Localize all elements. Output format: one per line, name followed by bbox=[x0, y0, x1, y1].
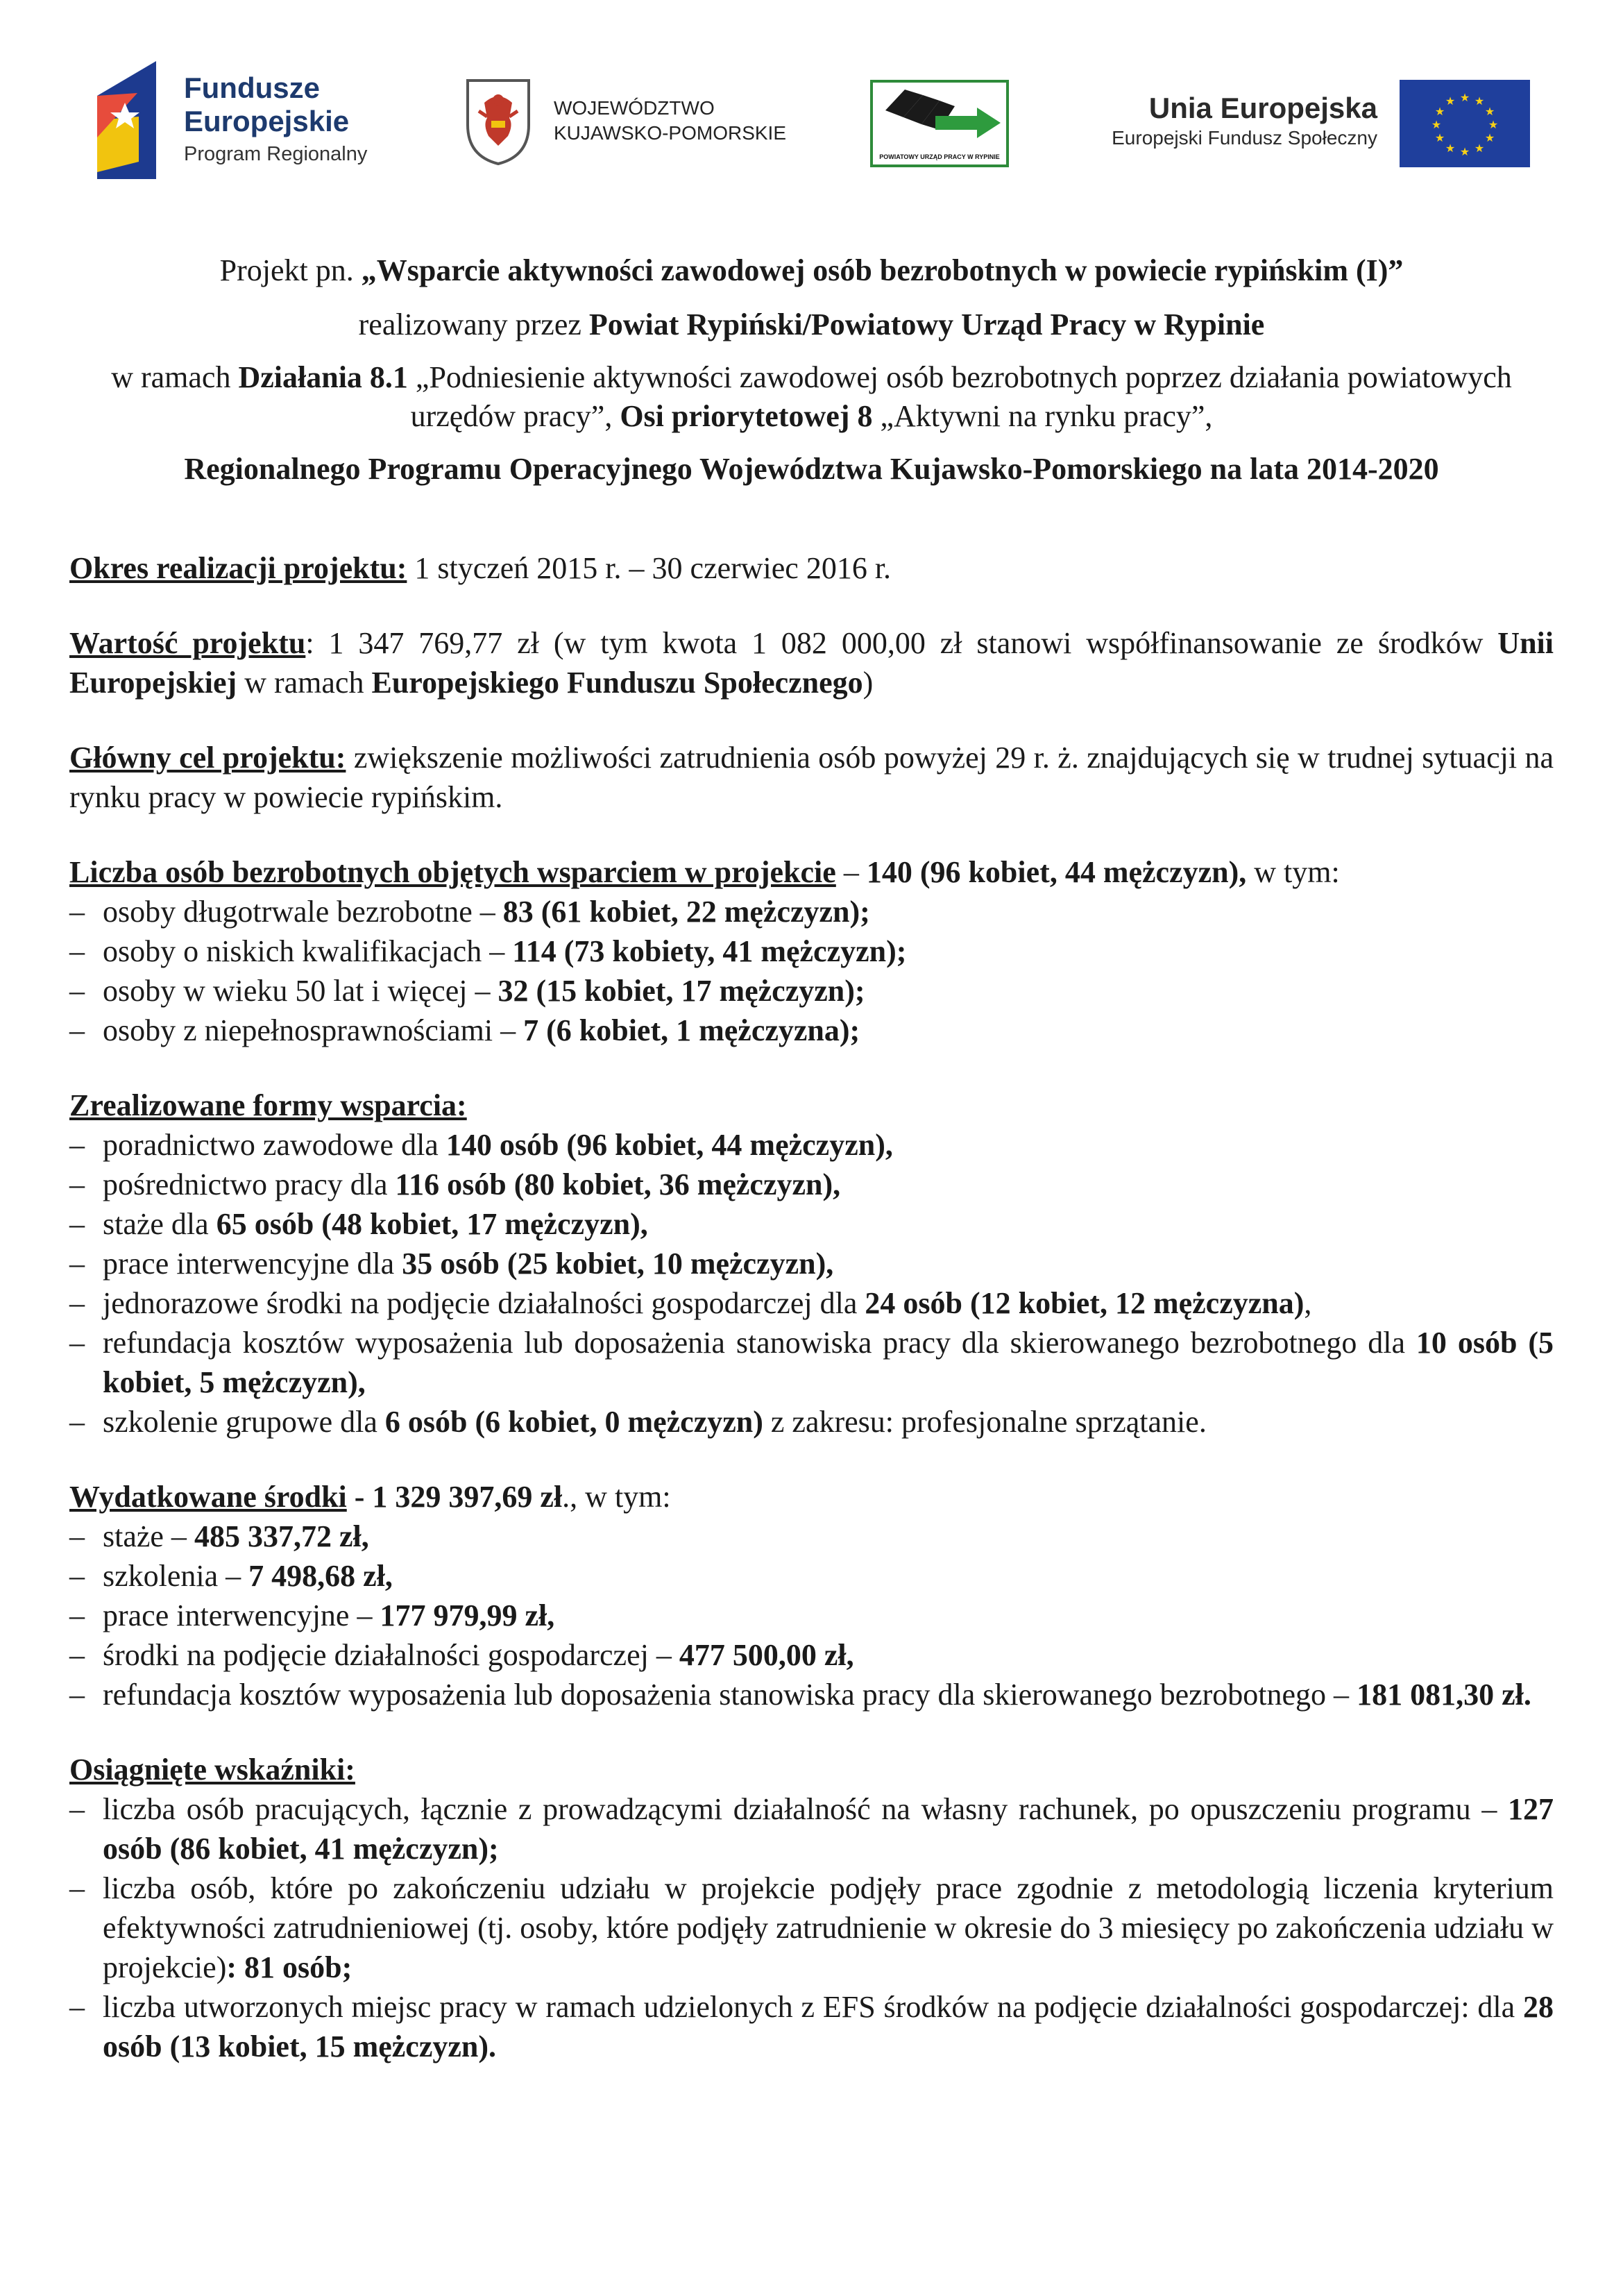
list-item-value: 116 osób (80 kobiet, 36 mężczyzn), bbox=[395, 1167, 841, 1201]
list-item-text: staże dla bbox=[103, 1207, 216, 1241]
list-item-value: 32 (15 kobiet, 17 mężczyzn); bbox=[498, 974, 865, 1008]
list-item bbox=[69, 1517, 1554, 1556]
kujawsko-pomorskie-logo bbox=[464, 76, 797, 167]
fundusze-europejskie-logo bbox=[97, 61, 389, 179]
header-l1-pre: Projekt pn. bbox=[219, 253, 362, 287]
list-item-text: osoby z niepełnosprawnościami – bbox=[103, 1013, 524, 1047]
header-l3-pre: w ramach bbox=[111, 360, 239, 394]
list-item bbox=[69, 892, 1554, 931]
cel-section bbox=[69, 738, 1554, 817]
svg-text:★: ★ bbox=[1459, 145, 1470, 158]
svg-text:★: ★ bbox=[1445, 142, 1456, 155]
list-item-value: 28 osób (13 kobiet, 15 mężczyzn). bbox=[103, 1990, 1554, 2063]
list-item-value: 177 979,99 zł, bbox=[380, 1598, 555, 1632]
priority-axis: Osi priorytetowej 8 bbox=[620, 399, 873, 433]
list-item-text: liczba osób, które po zakończeniu udziału w projekcie podjęły prace zgodnie z metodologią liczenia kryterium efektywności zatrudnieniowej (tj. osoby, które podjęły zatrudnienie w okresie do 3 miesięcy po zakończenia udziału w projekcie) bbox=[103, 1871, 1554, 1984]
pup-caption: POWIATOWY URZĄD PRACY W RYPINIE bbox=[879, 153, 1000, 160]
formy-list bbox=[69, 1125, 1554, 1442]
liczba-total: 140 (96 kobiet, 44 mężczyzn), bbox=[866, 855, 1247, 889]
svg-text:★: ★ bbox=[1445, 94, 1456, 108]
list-item-text: prace interwencyjne – bbox=[103, 1598, 380, 1632]
list-item bbox=[69, 1244, 1554, 1283]
fe-line3: Program Regionalny bbox=[184, 143, 368, 165]
implementer: Powiat Rypiński/Powiatowy Urząd Pracy w Rypinie bbox=[588, 307, 1265, 341]
coat-of-arms-icon bbox=[464, 76, 533, 167]
kp-line2: KUJAWSKO-POMORSKIE bbox=[554, 122, 787, 144]
list-item-suffix: , bbox=[1304, 1286, 1312, 1320]
header-line-4 bbox=[69, 448, 1554, 490]
fe-line1: Fundusze bbox=[184, 71, 320, 104]
wartosc-ue: Unii Europejskiej bbox=[69, 626, 1554, 700]
list-item-value: 35 osób (25 kobiet, 10 mężczyzn), bbox=[402, 1247, 834, 1281]
list-item bbox=[69, 1868, 1554, 1987]
list-item-value: 140 osób (96 kobiet, 44 mężczyzn), bbox=[445, 1128, 893, 1162]
list-item-text: osoby o niskich kwalifikacjach – bbox=[103, 934, 513, 968]
list-item-value: 10 osób (5 kobiet, 5 mężczyzn), bbox=[103, 1326, 1554, 1399]
list-item-text: refundacja kosztów wyposażenia lub doposażenia stanowiska pracy dla skierowanego bezrobotnego – bbox=[103, 1678, 1357, 1712]
liczba-list bbox=[69, 892, 1554, 1050]
svg-text:★: ★ bbox=[1474, 94, 1485, 108]
wydatki-list bbox=[69, 1517, 1554, 1714]
wskazniki-list bbox=[69, 1789, 1554, 2066]
list-item bbox=[69, 1556, 1554, 1596]
list-item-text: szkolenia – bbox=[103, 1559, 249, 1593]
okres-section bbox=[69, 548, 1554, 588]
formy-label: Zrealizowane formy wsparcia: bbox=[69, 1088, 467, 1122]
list-item-text: liczba utworzonych miejsc pracy w ramach udzielonych z EFS środków na podjęcie działalności gospodarczej: dla bbox=[103, 1990, 1523, 2024]
cel-value: zwiększenie możliwości zatrudnienia osób powyżej 29 r. ż. znajdujących się w trudnej sytuacji na rynku pracy w powiecie rypińskim. bbox=[69, 741, 1554, 814]
project-header bbox=[69, 250, 1554, 490]
list-item bbox=[69, 931, 1554, 971]
list-item-suffix: z zakresu: profesjonalne sprzątanie. bbox=[763, 1405, 1207, 1439]
action-name: „Podniesienie aktywności zawodowej osób bezrobotnych poprzez działania powiatowych urzędów pracy”, bbox=[407, 360, 1512, 433]
list-item bbox=[69, 1596, 1554, 1635]
list-item-value: 83 (61 kobiet, 22 mężczyzn); bbox=[502, 895, 870, 929]
list-item-text: jednorazowe środki na podjęcie działalności gospodarczej dla bbox=[103, 1286, 865, 1320]
unia-europejska-logo bbox=[1100, 80, 1537, 170]
list-item-value: 477 500,00 zł, bbox=[679, 1638, 854, 1672]
list-item-value: 127 osób (86 kobiet, 41 mężczyzn); bbox=[103, 1792, 1554, 1866]
list-item-text: refundacja kosztów wyposażenia lub doposażenia stanowiska pracy dla skierowanego bezrobotnego dla bbox=[103, 1326, 1416, 1360]
wartosc-text-2: w ramach bbox=[237, 666, 372, 700]
wartosc-text-3: ) bbox=[863, 666, 874, 700]
liczba-post: w tym: bbox=[1246, 855, 1340, 889]
svg-text:★: ★ bbox=[1459, 91, 1470, 104]
list-item-text: osoby długotrwale bezrobotne – bbox=[103, 895, 503, 929]
list-item-value: : 81 osób; bbox=[226, 1950, 352, 1984]
liczba-section bbox=[69, 852, 1554, 892]
svg-text:★: ★ bbox=[1488, 118, 1499, 131]
wartosc-text: : 1 347 769,77 zł (w tym kwota 1 082 000,00 zł stanowi współfinansowanie ze środków bbox=[305, 626, 1498, 660]
header-l2-pre: realizowany przez bbox=[358, 307, 589, 341]
svg-text:★: ★ bbox=[1484, 131, 1495, 144]
list-item-text: prace interwencyjne dla bbox=[103, 1247, 402, 1281]
svg-text:★: ★ bbox=[1434, 131, 1445, 144]
svg-text:★: ★ bbox=[1431, 118, 1442, 131]
program-name: Regionalnego Programu Operacyjnego Województwa Kujawsko-Pomorskiego na lata 2014-2020 bbox=[184, 452, 1439, 486]
list-item bbox=[69, 1165, 1554, 1204]
wydatki-label: Wydatkowane środki bbox=[69, 1480, 347, 1514]
list-item-text: pośrednictwo pracy dla bbox=[103, 1167, 396, 1201]
list-item bbox=[69, 971, 1554, 1011]
pup-rypin-logo bbox=[870, 80, 1009, 167]
wydatki-total: - 1 329 397,69 zł bbox=[346, 1480, 563, 1514]
action-number: Działania 8.1 bbox=[238, 360, 408, 394]
wskazniki-section bbox=[69, 1750, 1554, 1789]
svg-text:★: ★ bbox=[1474, 142, 1485, 155]
list-item bbox=[69, 1283, 1554, 1323]
wydatki-post: ., w tym: bbox=[562, 1480, 671, 1514]
list-item-value: 7 (6 kobiet, 1 mężczyzna); bbox=[523, 1013, 860, 1047]
logo-bar bbox=[0, 0, 1623, 180]
eu-flag-icon bbox=[1400, 80, 1530, 167]
list-item-value: 24 osób (12 kobiet, 12 mężczyzna) bbox=[865, 1286, 1305, 1320]
list-item-text: środki na podjęcie działalności gospodarczej – bbox=[103, 1638, 679, 1672]
project-title: „Wsparcie aktywności zawodowej osób bezrobotnych w powiecie rypińskim (I)” bbox=[361, 253, 1404, 287]
ue-line1: Unia Europejska bbox=[1148, 92, 1377, 124]
list-item bbox=[69, 1789, 1554, 1868]
wydatki-section bbox=[69, 1477, 1554, 1517]
list-item bbox=[69, 1635, 1554, 1675]
list-item-value: 181 081,30 zł. bbox=[1357, 1678, 1531, 1712]
document-body bbox=[69, 548, 1554, 2066]
list-item-text: osoby w wieku 50 lat i więcej – bbox=[103, 974, 498, 1008]
okres-value: 1 styczeń 2015 r. – 30 czerwiec 2016 r. bbox=[407, 551, 892, 585]
fe-line2: Europejskie bbox=[184, 105, 350, 137]
header-line-2 bbox=[69, 304, 1554, 346]
list-item bbox=[69, 1204, 1554, 1244]
list-item-text: liczba osób pracujących, łącznie z prowadzącymi działalność na własny rachunek, po opuszczeniu programu – bbox=[103, 1792, 1508, 1826]
kp-line1: WOJEWÓDZTWO bbox=[554, 97, 715, 119]
wartosc-efs: Europejskiego Funduszu Społecznego bbox=[371, 666, 863, 700]
list-item bbox=[69, 1011, 1554, 1050]
list-item bbox=[69, 1323, 1554, 1402]
list-item bbox=[69, 1402, 1554, 1442]
list-item-value: 6 osób (6 kobiet, 0 mężczyzn) bbox=[384, 1405, 763, 1439]
list-item-text: poradnictwo zawodowe dla bbox=[103, 1128, 446, 1162]
header-line-3 bbox=[69, 358, 1554, 436]
list-item bbox=[69, 1987, 1554, 2066]
list-item bbox=[69, 1675, 1554, 1714]
svg-text:★: ★ bbox=[1434, 105, 1445, 118]
liczba-label: Liczba osób bezrobotnych objętych wsparciem w projekcie bbox=[69, 855, 836, 889]
wskazniki-label: Osiągnięte wskaźniki: bbox=[69, 1753, 355, 1787]
wartosc-section bbox=[69, 623, 1554, 702]
formy-section bbox=[69, 1086, 1554, 1125]
header-line-1 bbox=[69, 250, 1554, 292]
list-item-value: 7 498,68 zł, bbox=[248, 1559, 393, 1593]
liczba-dash: – bbox=[835, 855, 867, 889]
ue-line2: Europejski Fundusz Społeczny bbox=[1112, 127, 1377, 149]
list-item-text: staże – bbox=[103, 1519, 194, 1553]
svg-text:★: ★ bbox=[1484, 105, 1495, 118]
priority-axis-name: „Aktywni na rynku pracy”, bbox=[872, 399, 1213, 433]
list-item-value: 65 osób (48 kobiet, 17 mężczyzn), bbox=[216, 1207, 648, 1241]
list-item bbox=[69, 1125, 1554, 1165]
list-item-value: 114 (73 kobiety, 41 mężczyzn); bbox=[512, 934, 907, 968]
cel-label: Główny cel projektu: bbox=[69, 741, 346, 775]
wartosc-label: Wartość projektu bbox=[69, 626, 306, 660]
pup-arrow-icon bbox=[873, 83, 1006, 146]
okres-label: Okres realizacji projektu: bbox=[69, 551, 407, 585]
fe-star-icon bbox=[97, 61, 180, 179]
list-item-text: szkolenie grupowe dla bbox=[103, 1405, 385, 1439]
list-item-value: 485 337,72 zł, bbox=[194, 1519, 369, 1553]
